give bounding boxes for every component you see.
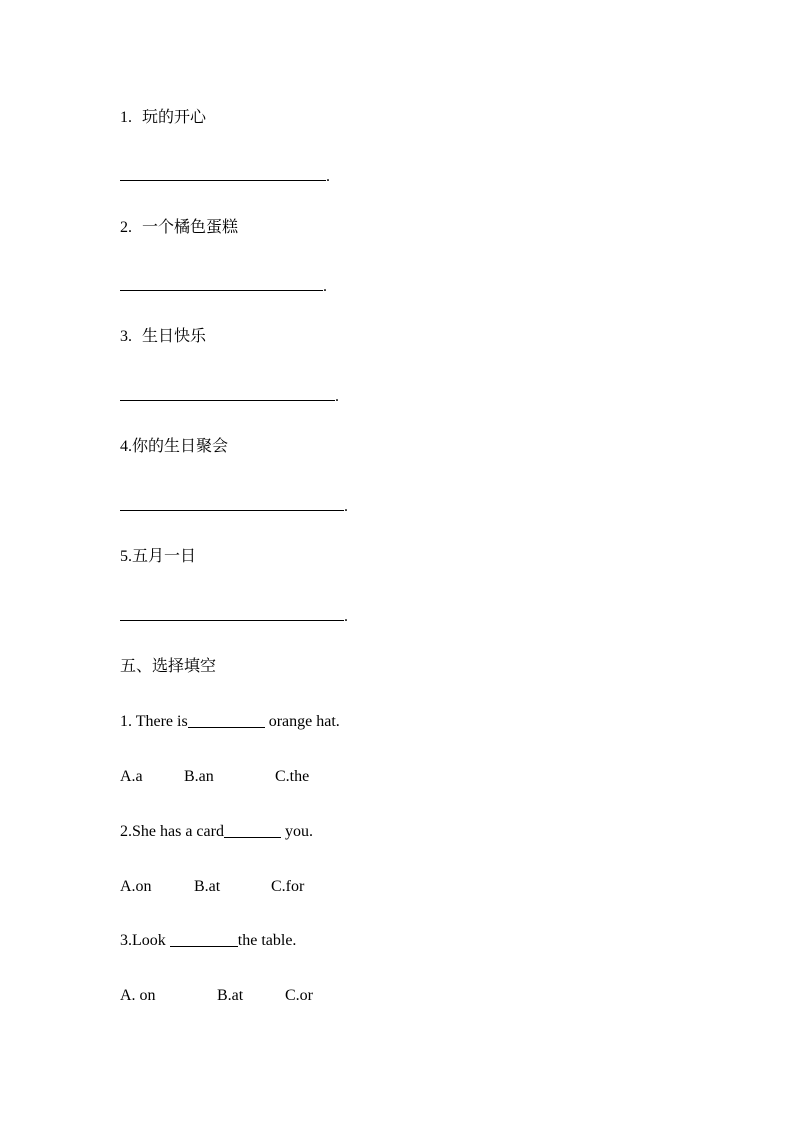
answer-period: . [344, 608, 348, 625]
answer-period: . [344, 498, 348, 515]
answer-blank[interactable] [120, 162, 326, 181]
translation-item-5-prompt [120, 546, 196, 568]
translation-item-3-prompt [120, 326, 206, 348]
item-number: 3. [120, 328, 132, 345]
answer-blank[interactable] [120, 492, 344, 511]
option-c[interactable]: C.for [271, 878, 305, 895]
option-b[interactable]: B.an [184, 768, 214, 785]
option-b[interactable]: B.at [217, 987, 244, 1004]
item-number: 5. [120, 548, 132, 565]
question-blank[interactable] [188, 711, 265, 728]
item-chinese-text: 玩的开心 [142, 109, 207, 126]
item-chinese-text: 五月一日 [132, 548, 197, 565]
question-2 [120, 821, 313, 843]
translation-item-2-prompt [120, 217, 238, 239]
translation-item-3-answer[interactable] [120, 382, 339, 404]
question-text-after: orange hat. [264, 713, 340, 730]
question-blank[interactable] [224, 821, 281, 838]
item-chinese-text: 你的生日聚会 [132, 438, 229, 455]
item-number: 2. [120, 219, 132, 236]
answer-blank[interactable] [120, 382, 335, 401]
question-text-after: you. [280, 823, 313, 840]
section-five-title: 五、选择填空 [120, 658, 217, 675]
question-3 [120, 930, 296, 952]
question-1 [120, 711, 340, 733]
option-a[interactable]: A. on [120, 987, 156, 1004]
translation-item-4-answer[interactable] [120, 492, 348, 514]
answer-blank[interactable] [120, 602, 344, 621]
question-text-before: 3.Look [120, 932, 170, 949]
option-a[interactable]: A.a [120, 768, 143, 785]
answer-period: . [323, 278, 327, 295]
question-text-after: the table. [237, 932, 297, 949]
item-number: 1. [120, 109, 132, 126]
translation-item-2-answer[interactable] [120, 272, 327, 294]
item-chinese-text: 生日快乐 [142, 328, 207, 345]
option-c[interactable]: C.or [285, 987, 313, 1004]
item-number: 4. [120, 438, 132, 455]
answer-period: . [326, 168, 330, 185]
translation-item-1-answer[interactable] [120, 162, 330, 184]
question-text-before: 2.She has a card [120, 823, 224, 840]
option-b[interactable]: B.at [194, 878, 221, 895]
translation-item-4-prompt [120, 436, 228, 458]
item-chinese-text: 一个橘色蛋糕 [142, 219, 239, 236]
question-blank[interactable] [170, 930, 238, 947]
question-text-before: 1. There is [120, 713, 188, 730]
option-c[interactable]: C.the [275, 768, 310, 785]
translation-item-1-prompt [120, 107, 206, 129]
option-a[interactable]: A.on [120, 878, 152, 895]
translation-item-5-answer[interactable] [120, 602, 348, 624]
answer-blank[interactable] [120, 272, 323, 291]
answer-period: . [335, 388, 339, 405]
